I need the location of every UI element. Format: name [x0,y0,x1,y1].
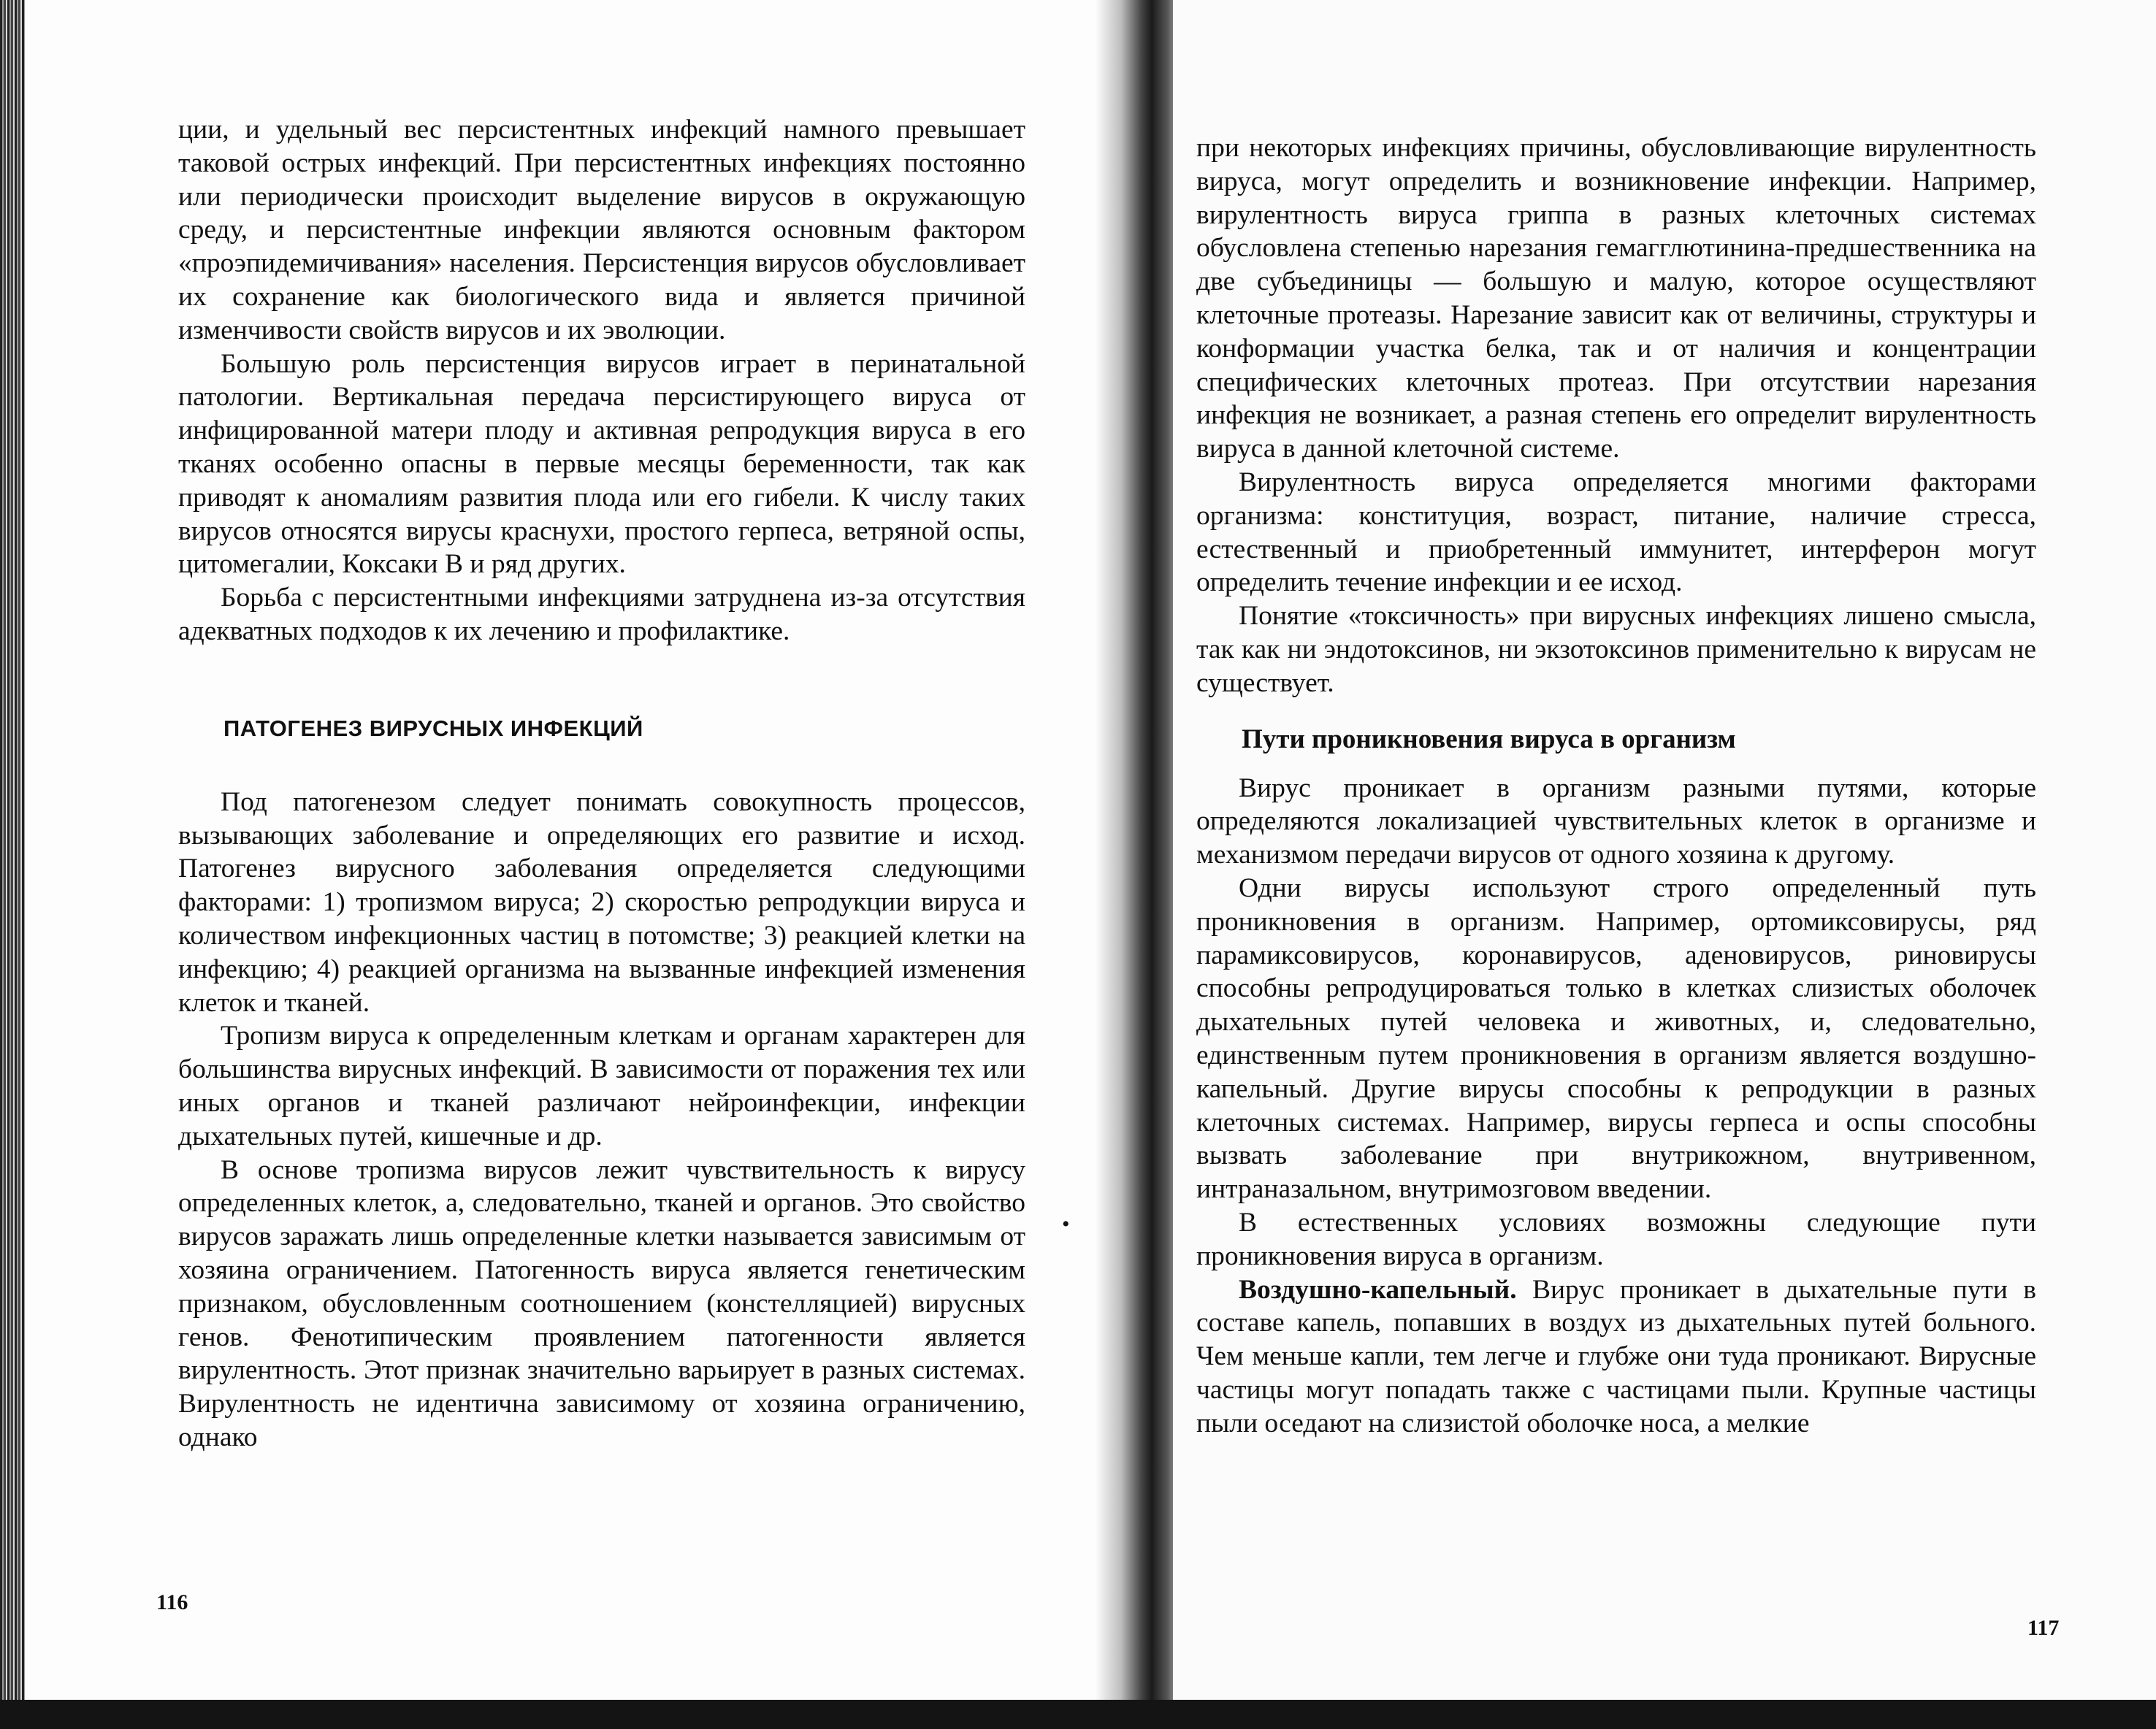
left-paragraph-3: Борьба с персистентными инфекциями затруднена из-за отсутствия адекватных подходов к их лечению и профилактике. [178,583,1025,646]
right-page [1173,0,2156,1729]
scanner-bottom-band [0,1700,2156,1729]
left-paragraph-5: Тропизм вируса к определенным клеткам и органам характерен для большинства вирусных инфекций. В зависимости от поражения тех или иных органов и тканей различают нейроинфекции, инфекции дыхательных путей, кишечные и др. [178,1021,1025,1151]
left-page-text [178,113,1025,1454]
right-paragraph-6: В естественных условиях возможны следующие пути проникновения вируса в организм. [1196,1207,2036,1271]
page-number-left: 116 [156,1590,188,1614]
airborne-description: Вирус проникает в дыхательные пути в составе капель, попавших в воздух из дыхательных путей больного. Чем меньше капли, тем легче и глубже они туда проникают. Вирусные частицы могут попадать также с частицами пыли. Крупные частицы пыли оседают на слизистой оболочке носа, а мелкие [1196,1274,2036,1438]
right-paragraph-2: Вирулентность вируса определяется многими факторами организма: конституция, возраст, питание, наличие стресса, естественный и приобретенный иммунитет, интерферон могут определить течение инфекции и ее исход. [1196,467,2036,598]
left-page [25,0,1106,1729]
left-paragraph-1: ции, и удельный вес персистентных инфекций намного превышает таковой острых инфекций. При персистентных инфекциях постоянно или периодически происходит выделение вирусов в окружающую среду, и персистентные инфекции являются основным фактором «проэпидемичивания» населения. Персистенция вирусов обусловливает их сохранение как биологического вида и является причиной изменчивости свойств вирусов и их эволюции. [178,115,1025,345]
scanner-edge [0,0,25,1729]
page-number-right: 117 [2027,1616,2060,1640]
left-paragraph-4: Под патогенезом следует понимать совокупность процессов, вызывающих заболевание и определяющих его развитие и исход. Патогенез вирусного заболевания определяется следующими факторами: 1) тропизмом вируса; 2) скоростью репродукции вируса и количеством инфекционных частиц в потомстве; 3) реакцией клетки на инфекцию; 4) реакцией организма на вызванные инфекцией изменения клеток и тканей. [178,786,1025,1018]
stray-mark: • [1062,1212,1070,1236]
section-heading-entry-routes: Пути проникновения вируса в организм [1242,724,1736,754]
left-paragraph-2: Большую роль персистенция вирусов играет в перинатальной патологии. Вертикальная передача персистирующего вируса от инфицированной матери плоду и активная репродукция вируса в его тканях особенно опасны в первые месяцы беременности, так как приводят к аномалиям развития плода или его гибели. К числу таких вирусов относятся вирусы краснухи, простого герпеса, ветряной оспы, цитомегалии, Коксаки В и ряд других. [178,348,1025,580]
right-paragraph-5: Одни вирусы используют строго определенный путь проникновения в организм. Например, ортомиксовирусы, ряд парамиксовирусов, коронавирусов, аденовирусов, риновирусы способны репродуцироваться только в клетках слизистых оболочек дыхательных путей человека и животных, и, следовательно, единственным путем проникновения в организм является воздушно-капельный. Другие вирусы способны к репродукции в разных клеточных системах. Например, вирусы герпеса и оспы способны вызвать заболевание при внутрикожном, внутривенном, интраназальном, внутримозговом введении. [1196,873,2036,1205]
right-paragraph-1: при некоторых инфекциях причины, обусловливающие вирулентность вируса, могут определить и возникновение инфекции. Например, вирулентность вируса гриппа в разных клеточных системах обусловлена степенью нарезания гемагглютинина-предшественника на две субъединицы — большую и малую, которое осуществляют клеточные протеазы. Нарезание зависит как от величины, структуры и конформации участка белка, так и от наличия и концентрации специфических клеточных протеаз. При отсутствии нарезания инфекция не возникает, а разная степень его определит вирулентность вируса в данной клеточной системе. [1196,133,2036,464]
term-airborne: Воздушно-капельный. [1239,1274,1517,1305]
right-page-text [1196,131,2036,1440]
right-paragraph-4: Вирус проникает в организм разными путями, которые определяются локализацией чувствительных клеток в организме и механизмом передачи вирусов от одного хозяина к другому. [1196,773,2036,870]
right-paragraph-7 [1196,1273,2036,1441]
left-paragraph-6: В основе тропизма вирусов лежит чувствительность к вирусу определенных клеток, а, следовательно, тканей и органов. Это свойство вирусов заражать лишь определенные клетки называется зависимым от хозяина ограничением. Патогенность вируса является генетическим признаком, обусловленным соотношением (констелляцией) вирусных генов. Фенотипическим проявлением патогенности является вирулентность. Этот признак значительно варьирует в разных системах. Вирулентность не идентична зависимому от хозяина ограничению, однако [178,1154,1025,1452]
section-heading-pathogenesis: ПАТОГЕНЕЗ ВИРУСНЫХ ИНФЕКЦИЙ [223,715,643,741]
right-paragraph-3: Понятие «токсичность» при вирусных инфекциях лишено смысла, так как ни эндотоксинов, ни экзотоксинов применительно к вирусам не существует. [1196,601,2036,698]
